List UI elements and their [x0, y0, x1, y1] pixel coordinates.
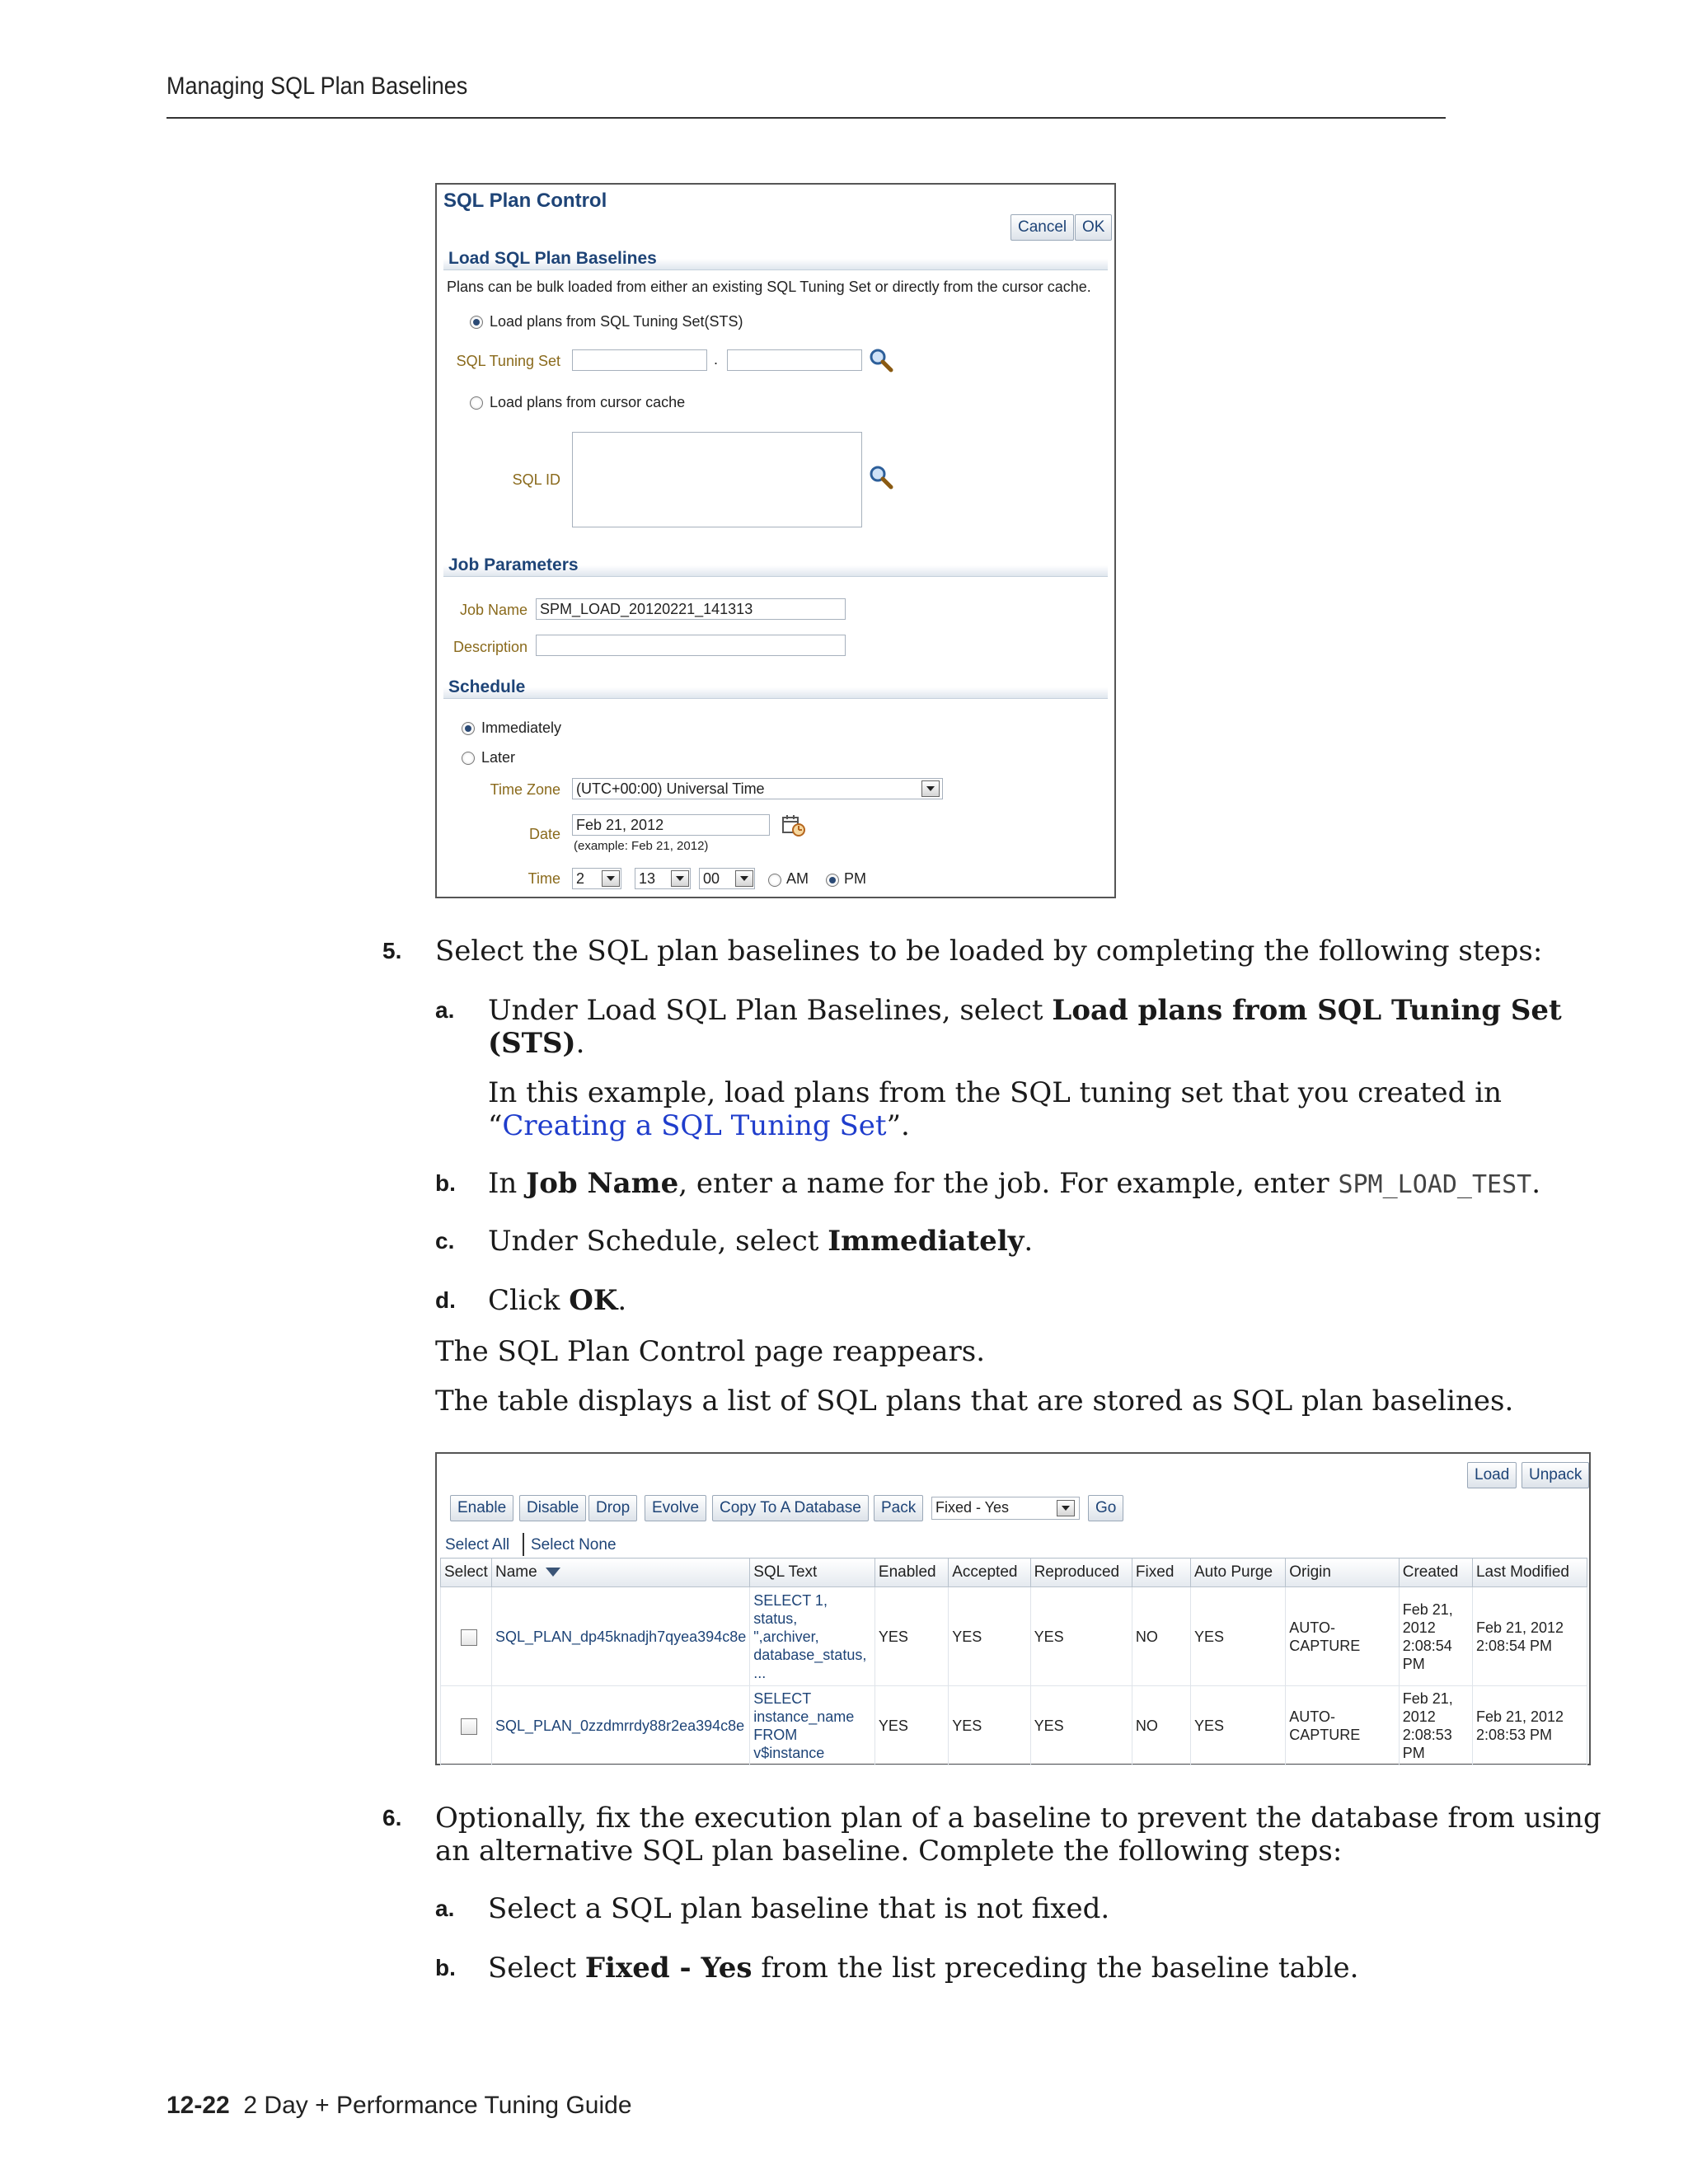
fixed-filter-select[interactable]: Fixed - Yes — [931, 1497, 1080, 1520]
sts-separator: . — [714, 351, 719, 368]
time-zone-dropdown-icon[interactable] — [921, 780, 940, 797]
baselines-table — [440, 1558, 1587, 1765]
radio-immediately[interactable] — [462, 722, 475, 735]
running-head: Managing SQL Plan Baselines — [166, 73, 468, 100]
radio-later-label: Later — [481, 749, 516, 766]
unpack-button[interactable]: Unpack — [1522, 1462, 1589, 1488]
evolve-button[interactable]: Evolve — [645, 1495, 706, 1521]
accepted-value: YES — [949, 1587, 1030, 1686]
enabled-value: YES — [874, 1686, 948, 1765]
col-created: Created — [1399, 1558, 1472, 1587]
col-origin: Origin — [1286, 1558, 1399, 1587]
fixed-value: NO — [1132, 1686, 1190, 1765]
radio-load-sts-label: Load plans from SQL Tuning Set(STS) — [490, 313, 743, 330]
select-all-link[interactable]: Select All — [445, 1536, 510, 1554]
step-5-text: Select the SQL plan baselines to be loaded by completing the following steps: — [435, 935, 1543, 968]
sql-id-label: SQL ID — [512, 471, 560, 488]
sts-name-input[interactable] — [727, 349, 862, 371]
radio-am-label: AM — [786, 870, 809, 887]
reproduced-value: YES — [1030, 1587, 1132, 1686]
step-5a-para-line2: “Creating a SQL Tuning Set”. — [488, 1109, 910, 1142]
sql-tuning-set-label: SQL Tuning Set — [456, 353, 560, 369]
enabled-value: YES — [874, 1587, 948, 1686]
radio-pm[interactable] — [826, 874, 839, 887]
step-5d-label: d. — [435, 1287, 456, 1313]
step-6b-label: b. — [435, 1955, 456, 1980]
col-select: Select — [441, 1558, 492, 1587]
date-label: Date — [528, 826, 560, 842]
auto-purge-value: YES — [1190, 1587, 1285, 1686]
sql-id-textarea[interactable] — [572, 432, 862, 527]
fixed-value: NO — [1132, 1587, 1190, 1686]
step-6a-text: Select a SQL plan baseline that is not fixed. — [488, 1892, 1110, 1925]
date-input[interactable]: Feb 21, 2012 — [572, 814, 770, 836]
col-last-modified: Last Modified — [1472, 1558, 1587, 1587]
step-6-number: 6. — [382, 1805, 402, 1830]
step-5c-label: c. — [435, 1228, 455, 1254]
disable-button[interactable]: Disable — [519, 1495, 586, 1521]
select-link-divider — [523, 1533, 524, 1556]
table-header-row — [441, 1558, 1587, 1587]
sql-text-link[interactable]: SELECT 1, status, ",archiver, database_status, ... — [750, 1587, 875, 1686]
second-select[interactable]: 00 — [699, 868, 755, 889]
last-modified-value: Feb 21, 2012 2:08:54 PM — [1472, 1587, 1587, 1686]
select-none-link[interactable]: Select None — [531, 1536, 617, 1554]
schedule-header: Schedule — [443, 674, 1108, 699]
go-button[interactable]: Go — [1088, 1495, 1123, 1521]
origin-value: AUTO-CAPTURE — [1286, 1686, 1399, 1765]
radio-am[interactable] — [768, 874, 781, 887]
date-example: (example: Feb 21, 2012) — [574, 839, 709, 853]
pack-button[interactable]: Pack — [874, 1495, 923, 1521]
table-row — [441, 1587, 1587, 1686]
radio-load-cursor-cache[interactable] — [470, 396, 483, 410]
job-name-label: Job Name — [459, 602, 528, 618]
reproduced-value: YES — [1030, 1686, 1132, 1765]
second-dropdown-icon[interactable] — [735, 870, 753, 887]
step-5a-para-line1: In this example, load plans from the SQL tuning set that you created in — [488, 1076, 1502, 1109]
creating-sql-tuning-set-link[interactable]: Creating a SQL Tuning Set — [502, 1109, 887, 1142]
enable-button[interactable]: Enable — [450, 1495, 513, 1521]
radio-immediately-label: Immediately — [481, 719, 562, 736]
step-5a-label: a. — [435, 997, 455, 1023]
accepted-value: YES — [949, 1686, 1030, 1765]
plan-name-link[interactable]: SQL_PLAN_dp45knadjh7qyea394c8e — [491, 1587, 749, 1686]
drop-button[interactable]: Drop — [588, 1495, 637, 1521]
time-label: Time — [528, 870, 560, 887]
ok-button[interactable]: OK — [1075, 214, 1112, 241]
hour-select[interactable]: 2 — [572, 868, 621, 889]
step-5b-label: b. — [435, 1170, 456, 1196]
page-number: 12-22 — [166, 2092, 230, 2119]
table-row — [441, 1686, 1587, 1765]
col-name[interactable]: Name — [491, 1558, 749, 1587]
step-5b-text: In Job Name, enter a name for the job. For example, enter SPM_LOAD_TEST. — [488, 1167, 1541, 1200]
sts-search-icon[interactable] — [869, 348, 893, 373]
step-6a-label: a. — [435, 1896, 455, 1921]
calendar-icon[interactable] — [781, 814, 806, 837]
step-6-line1: Optionally, fix the execution plan of a baseline to prevent the database from using — [435, 1802, 1601, 1835]
table-description-text: The table displays a list of SQL plans that are stored as SQL plan baselines. — [435, 1385, 1514, 1418]
created-value: Feb 21, 2012 2:08:53 PM — [1399, 1686, 1472, 1765]
radio-load-cursor-cache-label: Load plans from cursor cache — [490, 394, 686, 410]
fixed-filter-dropdown-icon[interactable] — [1057, 1500, 1075, 1516]
plan-name-link[interactable]: SQL_PLAN_0zzdmrrdy88r2ea394c8e — [491, 1686, 749, 1765]
description-label: Description — [452, 639, 528, 655]
page-reappears-text: The SQL Plan Control page reappears. — [435, 1335, 986, 1368]
radio-pm-label: PM — [844, 870, 866, 887]
dialog-title: SQL Plan Control — [443, 190, 607, 212]
col-accepted: Accepted — [949, 1558, 1030, 1587]
load-button[interactable]: Load — [1467, 1462, 1517, 1488]
col-fixed: Fixed — [1132, 1558, 1190, 1587]
radio-later[interactable] — [462, 752, 475, 765]
time-zone-label: Time Zone — [490, 781, 560, 798]
load-section-header: Load SQL Plan Baselines — [443, 246, 1108, 270]
last-modified-value: Feb 21, 2012 2:08:53 PM — [1472, 1686, 1587, 1765]
col-reproduced: Reproduced — [1030, 1558, 1132, 1587]
step-5-number: 5. — [382, 938, 402, 963]
col-auto-purge: Auto Purge — [1190, 1558, 1285, 1587]
step-6-line2: an alternative SQL plan baseline. Complete the following steps: — [435, 1835, 1343, 1868]
sts-owner-input[interactable] — [572, 349, 707, 371]
col-sql-text: SQL Text — [750, 1558, 875, 1587]
sql-text-link[interactable]: SELECT instance_name FROM v$instance — [750, 1686, 875, 1765]
hour-dropdown-icon[interactable] — [602, 870, 620, 887]
load-description: Plans can be bulk loaded from either an existing SQL Tuning Set or directly from the cursor cache. — [447, 279, 1091, 295]
step-6b-text: Select Fixed - Yes from the list preceding the baseline table. — [488, 1952, 1359, 1985]
created-value: Feb 21, 2012 2:08:54 PM — [1399, 1587, 1472, 1686]
cancel-button[interactable]: Cancel — [1010, 214, 1074, 241]
sql-plan-control-screenshot — [435, 183, 1116, 898]
auto-purge-value: YES — [1190, 1686, 1285, 1765]
radio-load-sts[interactable] — [470, 316, 483, 329]
sql-plan-baselines-screenshot — [435, 1452, 1591, 1765]
header-rule — [166, 117, 1446, 119]
step-5d-text: Click OK. — [488, 1284, 627, 1317]
description-input[interactable] — [536, 635, 846, 656]
origin-value: AUTO-CAPTURE — [1286, 1587, 1399, 1686]
minute-select[interactable]: 13 — [635, 868, 691, 889]
row-select-checkbox[interactable] — [461, 1629, 477, 1646]
minute-dropdown-icon[interactable] — [671, 870, 689, 887]
step-5c-text: Under Schedule, select Immediately. — [488, 1225, 1034, 1258]
sort-descending-icon[interactable] — [546, 1568, 560, 1577]
row-select-checkbox[interactable] — [461, 1718, 477, 1735]
col-enabled: Enabled — [874, 1558, 948, 1587]
sql-id-search-icon[interactable] — [869, 465, 893, 490]
time-zone-select[interactable]: (UTC+00:00) Universal Time — [572, 778, 943, 799]
job-name-input[interactable]: SPM_LOAD_20120221_141313 — [536, 598, 846, 620]
copy-to-database-button[interactable]: Copy To A Database — [712, 1495, 869, 1521]
step-5a-line2: (STS). — [488, 1027, 585, 1060]
guide-title: 2 Day + Performance Tuning Guide — [243, 2092, 632, 2119]
page-footer — [166, 2092, 632, 2120]
step-5a-line1: Under Load SQL Plan Baselines, select Load plans from SQL Tuning Set — [488, 994, 1562, 1027]
job-parameters-header: Job Parameters — [443, 552, 1108, 577]
